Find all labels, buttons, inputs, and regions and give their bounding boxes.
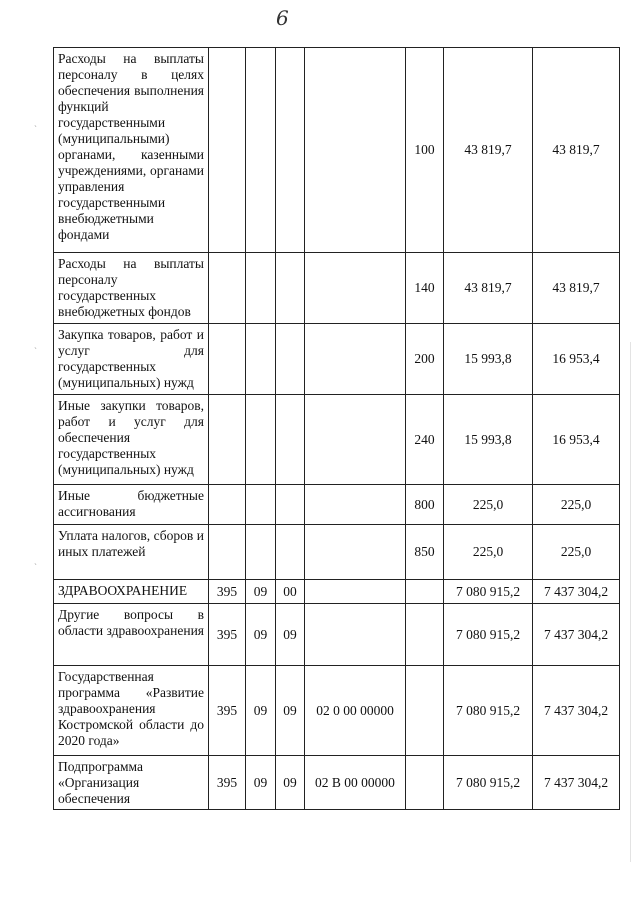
cell-ved [209, 525, 246, 580]
cell-sum-2-text: 16 953,4 [552, 431, 600, 447]
scan-speck: ` [34, 562, 37, 572]
cell-rz [246, 485, 276, 525]
cell-sum-1-text: 15 993,8 [464, 431, 512, 447]
cell-csr-text: 02 0 00 00000 [316, 702, 394, 718]
cell-vr [406, 324, 444, 395]
cell-vr [406, 666, 444, 756]
cell-sum-2-text: 43 819,7 [552, 280, 600, 295]
cell-pr-text: 00 [283, 583, 297, 599]
cell-sum-1-text: 43 819,7 [464, 142, 512, 157]
cell-name [54, 324, 209, 395]
cell-csr [305, 324, 406, 395]
cell-sum-2-text: 7 437 304,2 [543, 702, 609, 718]
cell-pr [276, 395, 305, 485]
cell-name [54, 253, 209, 324]
cell-sum-2-text: 225,0 [560, 544, 592, 559]
cell-sum-1 [444, 324, 533, 395]
cell-sum-1 [444, 395, 533, 485]
cell-sum-2-text: 43 819,7 [552, 142, 600, 157]
cell-rz-text: 09 [253, 774, 268, 790]
table-row [54, 485, 620, 525]
cell-vr-text: 850 [414, 544, 435, 559]
cell-csr [305, 253, 406, 324]
cell-vr-text: 140 [414, 280, 435, 295]
cell-pr [276, 666, 305, 756]
cell-pr-text: 09 [283, 702, 297, 718]
cell-name [54, 580, 209, 604]
cell-ved [209, 666, 246, 756]
cell-name-text: Иные закупки товаров, работ и услуг для обеспечения государственных (муниципальных) нужд [58, 398, 204, 477]
cell-vr [406, 48, 444, 253]
cell-vr [406, 756, 444, 810]
cell-csr [305, 485, 406, 525]
cell-sum-2 [533, 395, 620, 485]
cell-rz-text: 09 [253, 583, 268, 599]
table-row [54, 604, 620, 666]
cell-pr [276, 604, 305, 666]
cell-sum-1-text: 15 993,8 [464, 351, 512, 366]
table-row [54, 756, 620, 810]
cell-sum-2-text: 16 953,4 [552, 351, 600, 366]
cell-pr [276, 525, 305, 580]
cell-pr-text: 09 [283, 774, 297, 790]
cell-sum-2 [533, 756, 620, 810]
cell-name-text: Иные бюджетные ассигнования [58, 488, 204, 519]
budget-table [53, 47, 620, 810]
cell-rz [246, 395, 276, 485]
cell-name-text: Другие вопросы в области здравоохранения [58, 607, 205, 638]
cell-sum-2 [533, 485, 620, 525]
cell-rz [246, 756, 276, 810]
cell-ved [209, 756, 246, 810]
cell-sum-2 [533, 324, 620, 395]
cell-rz [246, 48, 276, 253]
cell-csr [305, 666, 406, 756]
cell-ved [209, 485, 246, 525]
cell-pr [276, 48, 305, 253]
cell-sum-1-text: 43 819,7 [464, 280, 512, 295]
cell-rz-text: 09 [253, 702, 268, 718]
cell-vr [406, 253, 444, 324]
cell-name [54, 666, 209, 756]
cell-ved-text: 395 [216, 626, 238, 642]
cell-csr [305, 525, 406, 580]
cell-sum-1 [444, 485, 533, 525]
cell-sum-2 [533, 253, 620, 324]
cell-vr [406, 525, 444, 580]
page-number: 6 [276, 6, 289, 30]
cell-name [54, 395, 209, 485]
cell-rz [246, 253, 276, 324]
cell-csr-text: 02 В 00 00000 [315, 774, 395, 790]
cell-sum-1 [444, 48, 533, 253]
cell-name-text: Закупка товаров, работ и услуг для государственных (муниципальных) нужд [58, 327, 204, 390]
cell-vr [406, 580, 444, 604]
cell-sum-1-text: 7 080 915,2 [455, 626, 521, 642]
cell-ved [209, 395, 246, 485]
cell-sum-2 [533, 604, 620, 666]
cell-name-text: ЗДРАВООХРАНЕНИЕ [58, 583, 188, 598]
cell-csr [305, 756, 406, 810]
cell-sum-2-text: 7 437 304,2 [543, 774, 609, 790]
cell-ved [209, 604, 246, 666]
cell-pr [276, 580, 305, 604]
cell-csr [305, 48, 406, 253]
cell-sum-1-text: 7 080 915,2 [455, 702, 521, 718]
table-row [54, 48, 620, 253]
cell-vr-text: 800 [414, 496, 435, 512]
cell-sum-2-text: 225,0 [560, 496, 592, 512]
cell-sum-2 [533, 525, 620, 580]
cell-name-text: Государственная программа «Развитие здравоохранения Костромской области до 2020 года» [58, 669, 204, 748]
cell-sum-1-text: 225,0 [472, 544, 504, 559]
scan-speck: ` [34, 346, 37, 356]
cell-sum-1 [444, 253, 533, 324]
table-row [54, 395, 620, 485]
cell-ved [209, 324, 246, 395]
cell-name-text: Расходы на выплаты персоналу государственных внебюджетных фондов [58, 256, 204, 319]
scan-edge-line [630, 342, 631, 862]
cell-sum-1-text: 225,0 [472, 496, 504, 512]
cell-sum-1 [444, 525, 533, 580]
scan-speck: ` [34, 124, 37, 134]
cell-ved [209, 48, 246, 253]
cell-sum-1-text: 7 080 915,2 [455, 583, 521, 599]
cell-ved-text: 395 [216, 774, 238, 790]
cell-sum-1 [444, 604, 533, 666]
cell-pr [276, 756, 305, 810]
cell-vr-text: 200 [414, 351, 435, 366]
cell-vr [406, 485, 444, 525]
cell-sum-2 [533, 48, 620, 253]
cell-vr-text: 100 [414, 142, 435, 157]
cell-sum-2 [533, 666, 620, 756]
cell-name-text: Уплата налогов, сборов и иных платежей [58, 528, 204, 559]
cell-name [54, 485, 209, 525]
table-row [54, 324, 620, 395]
cell-name [54, 48, 209, 253]
cell-ved-text: 395 [216, 702, 238, 718]
cell-rz [246, 324, 276, 395]
table-row [54, 580, 620, 604]
cell-pr [276, 253, 305, 324]
cell-name [54, 756, 209, 810]
cell-rz-text: 09 [253, 626, 268, 642]
cell-sum-2-text: 7 437 304,2 [543, 626, 609, 642]
cell-rz [246, 580, 276, 604]
cell-csr [305, 580, 406, 604]
cell-vr [406, 604, 444, 666]
table-row [54, 525, 620, 580]
cell-csr [305, 395, 406, 485]
cell-ved-text: 395 [216, 583, 238, 599]
cell-sum-1 [444, 756, 533, 810]
cell-rz [246, 604, 276, 666]
cell-name [54, 525, 209, 580]
cell-name-text: Расходы на выплаты персоналу в целях обеспечения выполнения функций государственными (муниципальными) органами, казенными учреждениями, органами управления государственными внебюджетными фондами [58, 51, 204, 242]
cell-sum-2-text: 7 437 304,2 [543, 583, 609, 599]
cell-pr-text: 09 [283, 626, 297, 642]
table-body [54, 48, 620, 810]
cell-name [54, 604, 209, 666]
cell-sum-1 [444, 666, 533, 756]
cell-name-text: Подпрограмма «Организация обеспечения [58, 759, 143, 806]
cell-sum-1-text: 7 080 915,2 [455, 774, 521, 790]
cell-vr [406, 395, 444, 485]
cell-vr-text: 240 [414, 431, 435, 447]
table-row [54, 253, 620, 324]
cell-ved [209, 580, 246, 604]
cell-csr [305, 604, 406, 666]
cell-pr [276, 324, 305, 395]
table-row [54, 666, 620, 756]
cell-sum-2 [533, 580, 620, 604]
cell-ved [209, 253, 246, 324]
cell-sum-1 [444, 580, 533, 604]
cell-rz [246, 525, 276, 580]
cell-pr [276, 485, 305, 525]
cell-rz [246, 666, 276, 756]
